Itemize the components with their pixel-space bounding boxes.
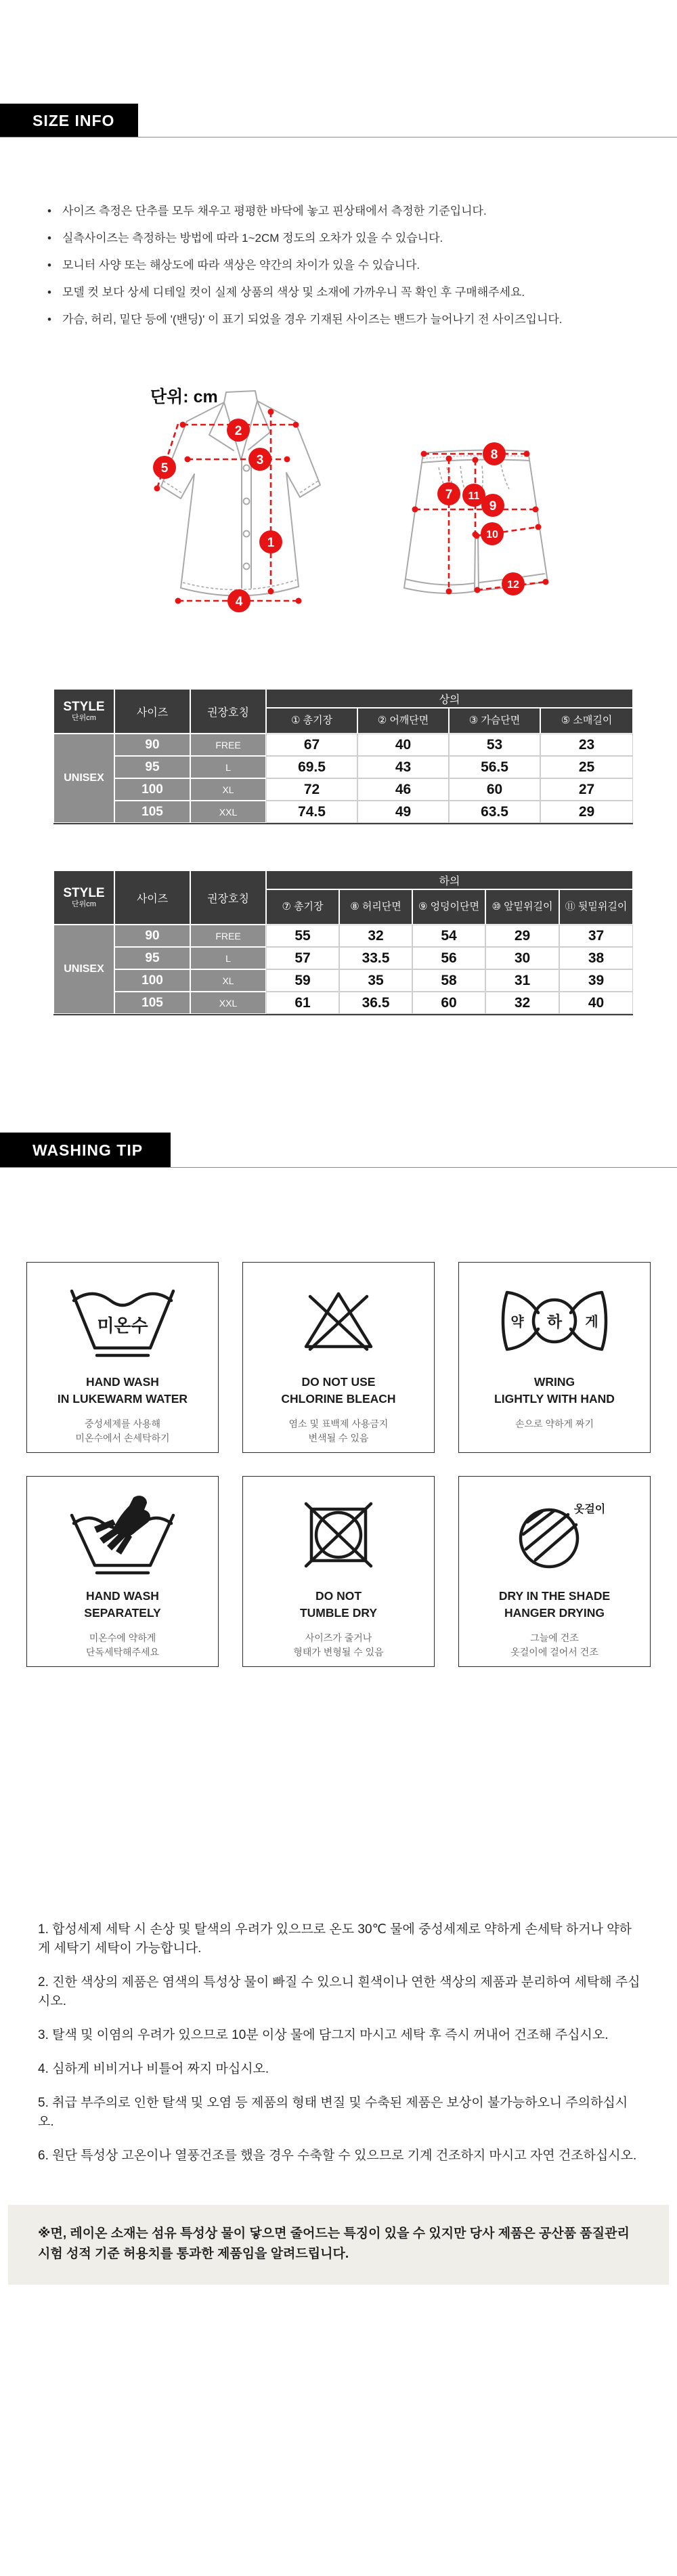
washing-card-hand-wash: [26, 1476, 219, 1667]
size-cell: 100: [114, 969, 190, 992]
shirt-measure-lines: [153, 409, 302, 613]
washing-card-wring: [458, 1262, 651, 1453]
value-cell: 38: [559, 947, 633, 969]
value-cell: 32: [339, 925, 412, 947]
svg-text:7: 7: [445, 488, 453, 502]
table-row: [53, 778, 633, 801]
value-cell: 60: [412, 992, 485, 1014]
care-item: 5. 취급 부주의로 인한 탈색 및 오염 등 제품의 형태 변질 및 수축된 제품은 보상이 불가능하오니 주의하십시오.: [38, 2096, 628, 2129]
name-cell: XL: [190, 778, 266, 801]
size-info-notes: [47, 204, 660, 339]
svg-text:8: 8: [490, 448, 498, 462]
card-desc: 미온수에 약하게 단독세탁해주세요: [85, 1632, 160, 1657]
svg-text:2: 2: [234, 424, 242, 438]
card-desc: 중성세제를 사용해 미온수에서 손세탁하기: [75, 1418, 170, 1443]
name-cell: FREE: [190, 925, 266, 947]
size-info-header: SIZE INFO: [0, 104, 138, 138]
card-title: HAND WASH IN LUKEWARM WATER: [57, 1375, 188, 1406]
value-cell: 31: [485, 969, 559, 992]
measure-col-header: ③ 가슴단면: [449, 708, 540, 734]
measure-col-header: ⑪ 뒷밑위길이: [559, 889, 633, 925]
size-note: • 사이즈 측정은 단추를 모두 채우고 평평한 바닥에 놓고 핀상태에서 측정한 기준입니다.: [47, 204, 660, 219]
measure-col-header: ② 어깨단면: [357, 708, 449, 734]
value-cell: 53: [449, 734, 540, 756]
value-cell: 39: [559, 969, 633, 992]
size-cell: 90: [114, 925, 190, 947]
card-desc: 그늘에 건조 옷걸이에 걸어서 건조: [510, 1632, 598, 1657]
table-row: [53, 734, 633, 756]
name-cell: XXL: [190, 992, 266, 1014]
size-info-divider: [0, 137, 677, 138]
size-note: • 실측사이즈는 측정하는 방법에 따라 1~2CM 정도의 오차가 있을 수 있습니다.: [47, 231, 660, 246]
value-cell: 25: [540, 756, 633, 778]
hand-shape: [94, 1496, 150, 1555]
value-cell: 40: [357, 734, 449, 756]
value-cell: 58: [412, 969, 485, 992]
washing-tip-divider: [0, 1167, 677, 1168]
svg-text:미온수: 미온수: [97, 1315, 148, 1336]
care-item: 6. 원단 특성상 고온이나 열풍건조를 했을 경우 수축할 수 있으므로 기계 건조하지 마시고 자연 건조하십시오.: [38, 2149, 637, 2163]
svg-text:하: 하: [546, 1313, 563, 1330]
care-item: 2. 진한 색상의 제품은 염색의 특성상 물이 빠질 수 있으니 흰색이나 연한 색상의 제품과 분리하여 세탁해 주십시오.: [38, 1975, 640, 2008]
value-cell: 32: [485, 992, 559, 1014]
care-item: 4. 심하게 비비거나 비틀어 짜지 마십시오.: [38, 2062, 269, 2076]
value-cell: 55: [266, 925, 339, 947]
size-col-header: 사이즈: [114, 689, 190, 734]
measure-col-header: ① 총기장: [266, 708, 357, 734]
table-row: [53, 947, 633, 969]
style-header: STYLE 단위cm: [53, 689, 114, 734]
value-cell: 27: [540, 778, 633, 801]
card-desc: 사이즈가 줄거나 형태가 변형될 수 있음: [293, 1632, 384, 1657]
size-col-header: 사이즈: [114, 870, 190, 925]
group-header-top: 상의: [266, 689, 633, 708]
value-cell: 60: [449, 778, 540, 801]
card-title: WRING LIGHTLY WITH HAND: [494, 1375, 615, 1406]
hand-wash-separately-icon: [68, 1494, 177, 1576]
wring-lightly-icon: [499, 1287, 610, 1355]
value-cell: 59: [266, 969, 339, 992]
svg-text:게: 게: [585, 1315, 598, 1330]
washing-card-shade-dry: [458, 1476, 651, 1667]
value-cell: 74.5: [266, 801, 357, 823]
svg-text:3: 3: [256, 453, 264, 467]
care-item: 1. 합성세제 세탁 시 손상 및 탈색의 우려가 있으므로 온도 30℃ 물에 중성세제로 약하게 손세탁 하거나 약하게 세탁기 세탁이 가능합니다.: [38, 1922, 632, 1956]
value-cell: 29: [540, 801, 633, 823]
name-cell: FREE: [190, 734, 266, 756]
no-tumble-dry-icon: [297, 1500, 380, 1570]
value-cell: 37: [559, 925, 633, 947]
name-col-header: 권장호칭: [190, 689, 266, 734]
value-cell: 69.5: [266, 756, 357, 778]
value-cell: 72: [266, 778, 357, 801]
measure-col-header: ⑨ 엉덩이단면: [412, 889, 485, 925]
group-header-bottom: 하의: [266, 870, 633, 889]
size-cell: 90: [114, 734, 190, 756]
card-title: DRY IN THE SHADE HANGER DRYING: [498, 1589, 611, 1620]
measure-col-header: ⑩ 앞밑위길이: [485, 889, 559, 925]
name-cell: XXL: [190, 801, 266, 823]
svg-text:5: 5: [160, 461, 169, 476]
table-row: [53, 992, 633, 1014]
measurement-diagram: [0, 373, 677, 650]
value-cell: 56.5: [449, 756, 540, 778]
value-cell: 46: [357, 778, 449, 801]
size-table-top: [53, 689, 633, 824]
value-cell: 36.5: [339, 992, 412, 1014]
svg-text:옷걸이: 옷걸이: [573, 1504, 606, 1515]
style-header: STYLE 단위cm: [53, 870, 114, 925]
card-desc: 염소 및 표백제 사용금지 변색될 수 있음: [288, 1418, 389, 1443]
svg-text:12: 12: [507, 579, 519, 591]
size-cell: 105: [114, 801, 190, 823]
svg-text:11: 11: [468, 490, 480, 502]
value-cell: 61: [266, 992, 339, 1014]
washing-card-lukewarm: [26, 1262, 219, 1453]
measure-col-header: ⑦ 총기장: [266, 889, 339, 925]
category-cell: UNISEX: [53, 925, 114, 1014]
value-cell: 23: [540, 734, 633, 756]
value-cell: 67: [266, 734, 357, 756]
value-cell: 56: [412, 947, 485, 969]
value-cell: 63.5: [449, 801, 540, 823]
table-row: [53, 969, 633, 992]
shade-hanger-dry-icon: [500, 1498, 609, 1572]
wash-tub-lukewarm-icon: [68, 1283, 177, 1359]
svg-text:약: 약: [510, 1315, 524, 1330]
card-title: DO NOT USE CHLORINE BLEACH: [281, 1375, 396, 1406]
value-cell: 43: [357, 756, 449, 778]
care-instructions: [38, 1920, 642, 2180]
fabric-notice: ※면, 레이온 소재는 섬유 특성상 물이 닿으면 줄어드는 특징이 있을 수 있지만 당사 제품은 공산품 품질관리 시험 성적 기준 허용치를 통과한 제품임을 알려드립니다.: [8, 2205, 669, 2285]
size-cell: 105: [114, 992, 190, 1014]
card-title: HAND WASH SEPARATELY: [84, 1589, 161, 1620]
shorts-measure-lines: [412, 442, 549, 595]
value-cell: 30: [485, 947, 559, 969]
card-desc: 손으로 약하게 짜기: [515, 1418, 594, 1429]
value-cell: 40: [559, 992, 633, 1014]
value-cell: 57: [266, 947, 339, 969]
category-cell: UNISEX: [53, 734, 114, 823]
size-note: • 모니터 사양 또는 해상도에 따라 색상은 약간의 차이가 있을 수 있습니다.: [47, 258, 660, 273]
measure-col-header: ⑤ 소매길이: [540, 708, 633, 734]
washing-card-no-tumble: [242, 1476, 435, 1667]
name-cell: XL: [190, 969, 266, 992]
value-cell: 49: [357, 801, 449, 823]
table-row: [53, 801, 633, 823]
name-cell: L: [190, 756, 266, 778]
value-cell: 29: [485, 925, 559, 947]
table-row: [53, 756, 633, 778]
unit-label: 단위: cm: [150, 387, 218, 406]
name-cell: L: [190, 947, 266, 969]
washing-tip-header: WASHING TIP: [0, 1133, 171, 1168]
size-note: • 모델 컷 보다 상세 디테일 컷이 실제 상품의 색상 및 소재에 가까우니 꼭 확인 후 구매해주세요.: [47, 285, 660, 300]
value-cell: 54: [412, 925, 485, 947]
svg-text:9: 9: [489, 499, 497, 513]
size-cell: 95: [114, 756, 190, 778]
size-cell: 100: [114, 778, 190, 801]
name-col-header: 권장호칭: [190, 870, 266, 925]
table-row: [53, 925, 633, 947]
svg-text:10: 10: [486, 529, 498, 541]
card-title: DO NOT TUMBLE DRY: [299, 1589, 378, 1620]
measure-col-header: ⑧ 허리단면: [339, 889, 412, 925]
value-cell: 35: [339, 969, 412, 992]
svg-text:4: 4: [235, 595, 243, 609]
svg-text:1: 1: [267, 536, 275, 550]
size-note: • 가슴, 허리, 밑단 등에 '(밴딩)' 이 표기 되었을 경우 기재된 사이즈는 밴드가 늘어나기 전 사이즈입니다.: [47, 312, 660, 327]
size-table-bottom: [53, 870, 633, 1015]
value-cell: 33.5: [339, 947, 412, 969]
washing-card-no-bleach: [242, 1262, 435, 1453]
size-cell: 95: [114, 947, 190, 969]
no-chlorine-bleach-icon: [297, 1286, 380, 1356]
care-item: 3. 탈색 및 이염의 우려가 있으므로 10분 이상 물에 담그지 마시고 세탁 후 즉시 꺼내어 건조해 주십시오.: [38, 2028, 609, 2042]
